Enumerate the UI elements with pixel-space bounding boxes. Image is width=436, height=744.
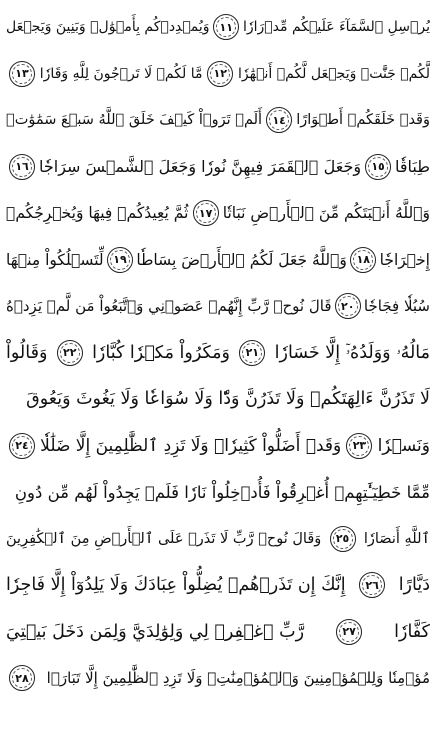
verse-text: وَمَكَرُواْ مَكۡرٗا كُبَّارٗا — [92, 342, 230, 363]
verse-text: ٱللَّهِ أَنصَارٗا — [363, 530, 430, 547]
text-line — [6, 423, 430, 470]
ayah-number-marker: ٢٨ — [9, 665, 35, 691]
text-line — [6, 655, 430, 702]
ayah-number-marker: ٢١ — [239, 340, 265, 366]
verse-text: مَالُهُۥ وَوَلَدُهُۥٓ إِلَّا خَسَارٗا — [274, 342, 430, 363]
text-line — [6, 376, 430, 423]
verse-text: مَّا لَكُمۡ لَا تَرۡجُونَ لِلَّهِ وَقَارٗا — [39, 65, 203, 82]
verse-text: وَجَعَلَ ٱلۡقَمَرَ فِيهِنَّ نُورٗا وَجَعَلَ ٱلشَّمۡسَ سِرَاجٗا — [39, 157, 362, 177]
text-line — [6, 562, 430, 609]
ayah-number-marker: ١٨ — [350, 247, 376, 273]
verse-text: وَقَدۡ أَضَلُّواْ كَثِيرٗاۖ وَلَا تَزِدِ ٱلظَّٰلِمِينَ إِلَّا ضَلَٰلٗا — [40, 436, 342, 457]
verse-text: رَّبِّ ٱغۡفِرۡ لِي وَلِوَٰلِدَيَّ وَلِمَن دَخَلَ بَيۡتِيَ — [6, 621, 305, 642]
verse-text: يُرۡسِلِ ٱلسَّمَآءَ عَلَيۡكُم مِّدۡرَارٗا — [242, 19, 430, 36]
ayah-number-marker: ٢٥ — [330, 526, 356, 552]
ayah-number-marker: ٢٢ — [57, 340, 83, 366]
verse-text: وَنَسۡرٗا — [377, 435, 430, 456]
ayah-number-marker: ١٦ — [9, 154, 35, 180]
ayah-number-marker: ١٤ — [266, 107, 292, 133]
text-line — [6, 283, 430, 330]
verse-text: ثُمَّ يُعِيدُكُمۡ فِيهَا وَيُخۡرِجُكُمۡ — [6, 204, 189, 223]
text-line — [6, 516, 430, 563]
verse-text: إِنَّكَ إِن تَذَرۡهُمۡ يُضِلُّواْ عِبَادَكَ وَلَا يَلِدُوٓاْ إِلَّا فَاجِرٗا — [6, 575, 346, 596]
text-line — [6, 4, 430, 51]
ayah-number-marker: ١٢ — [207, 61, 233, 87]
text-line — [6, 237, 430, 284]
verse-text: دَيَّارًا — [398, 575, 430, 596]
verse-text: وَقَالَ نُوحٞ رَّبِّ لَا تَذَرۡ عَلَى ٱلۡأَرۡضِ مِنَ ٱلۡكَٰفِرِينَ — [6, 530, 322, 547]
verse-text: وَٱللَّهُ جَعَلَ لَكُمُ ٱلۡأَرۡضَ بِسَاطٗا — [136, 250, 347, 269]
ayah-number-marker: ٢٤ — [9, 433, 35, 459]
verse-text: مِّمَّا خَطِيٓـَٰٔتِهِمۡ أُغۡرِقُواْ فَأُدۡخِلُواْ نَارٗا فَلَمۡ يَجِدُواْ لَهُم مِّن دُونِ — [14, 482, 430, 502]
text-line — [6, 144, 430, 191]
text-line — [6, 609, 430, 656]
ayah-number-marker: ٢٦ — [359, 572, 385, 598]
ayah-number-marker: ٢٠ — [335, 293, 361, 319]
ayah-number-marker: ١١ — [213, 14, 239, 40]
text-line — [6, 97, 430, 144]
ayah-number-marker: ١٩ — [107, 247, 133, 273]
verse-text: لَّكُمۡ جَنَّٰتٖ وَيَجۡعَل لَّكُمۡ أَنۡهَٰرٗا — [238, 65, 430, 82]
ayah-number-marker: ٢٧ — [336, 619, 362, 645]
verse-text: لَا تَذَرُنَّ ءَالِهَتَكُمۡ وَلَا تَذَرُنَّ وَدّٗا وَلَا سُوَاعٗا وَلَا يَغُوثَ وَيَعُوقَ — [26, 389, 430, 410]
text-line — [6, 190, 430, 237]
text-line — [6, 469, 430, 516]
verse-text: وَقَالُواْ — [6, 342, 48, 363]
verse-text: وَٱللَّهُ أَنۢبَتَكُم مِّنَ ٱلۡأَرۡضِ نَبَاتٗا — [222, 204, 430, 223]
verse-text: طِبَاقٗا — [395, 157, 430, 177]
verse-text: كَفَّارٗا — [394, 621, 430, 642]
verse-text: مُؤۡمِنٗا وَلِلۡمُؤۡمِنِينَ وَٱلۡمُؤۡمِنَٰتِۖ وَلَا تَزِدِ ٱلظَّٰلِمِينَ إِلَّا تَبَارَۢا — [46, 669, 430, 688]
verse-text: سُبُلٗا فِجَاجٗا — [363, 297, 430, 316]
verse-text: أَلَمۡ تَرَوۡاْ كَيۡفَ خَلَقَ ٱللَّهُ سَبۡعَ سَمَٰوَٰتٖ — [6, 112, 263, 129]
ayah-number-marker: ١٧ — [193, 200, 219, 226]
verse-text: وَيُمۡدِدۡكُم بِأَمۡوَٰلٖ وَبَنِينَ وَيَجۡعَل — [6, 19, 210, 36]
text-line — [6, 330, 430, 377]
verse-text: لِّتَسۡلُكُواْ مِنۡهَا — [6, 250, 104, 269]
text-line — [6, 51, 430, 98]
ayah-number-marker: ١٣ — [9, 61, 35, 87]
verse-text: إِخۡرَاجٗا — [379, 250, 430, 269]
verse-text: قَالَ نُوحٞ رَّبِّ إِنَّهُمۡ عَصَوۡنِي وَٱتَّبَعُواْ مَن لَّمۡ يَزِدۡهُ — [6, 297, 332, 316]
ayah-number-marker: ١٥ — [365, 154, 391, 180]
verse-text: وَقَدۡ خَلَقَكُمۡ أَطۡوَارًا — [296, 112, 430, 129]
ayah-number-marker: ٢٣ — [346, 433, 372, 459]
